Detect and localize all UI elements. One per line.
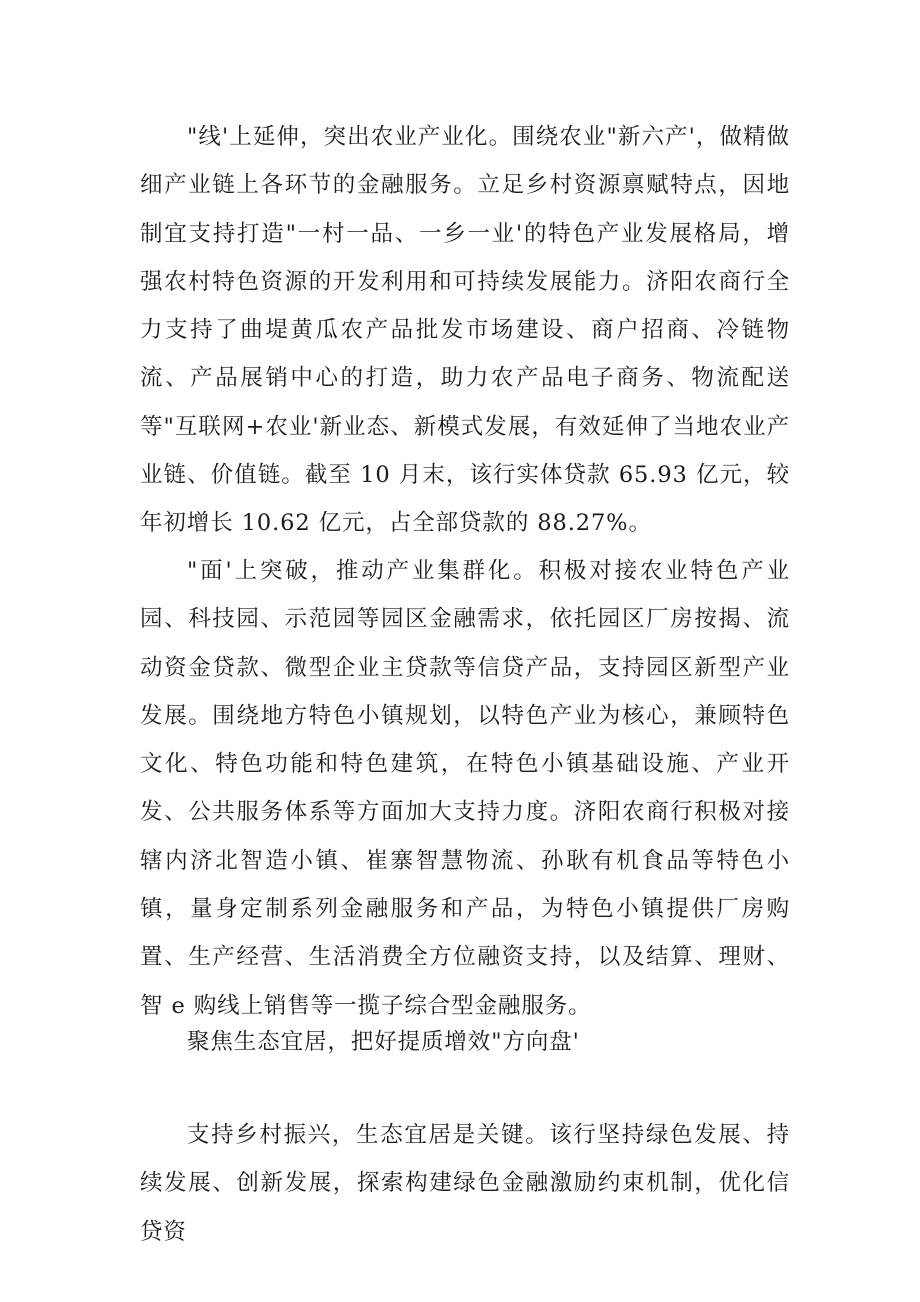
paragraph-surface-breakthrough: "面'上突破，推动产业集群化。积极对接农业特色产业园、科技园、示范园等园区金融需求，依托园区厂房按揭、流动资金贷款、微型企业主贷款等信贷产品，支持园区新型产业发展。围绕地方特色小镇规划，以特色产业为核心，兼顾特色文化、特色功能和特色建筑，在特色小镇基础设施、产业开发、公共服务体系等方面加大支持力度。济阳农商行积极对接辖内济北智造小镇、崔寨智慧物流、孙耿有机食品等特色小镇，量身定制系列金融服务和产品，为特色小镇提供厂房购置、生产经营、生活消费全方位融资支持，以及结算、理财、智 e 购线上销售等一揽子综合型金融服务。 [140,558,790,1019]
section-heading-ecological-livability: 聚焦生态宜居，把好提质增效"方向盘' [187,1029,580,1055]
paragraph-rural-revitalization: 支持乡村振兴，生态宜居是关键。该行坚持绿色发展、持续发展、创新发展，探索构建绿色金融激励约束机制，优化信贷资 [140,1122,790,1245]
paragraph-line-extension: "线'上延伸，突出农业产业化。围绕农业"新六产'，做精做细产业链上各环节的金融服务。立足乡村资源禀赋特点，因地制宜支持打造"一村一品、一乡一业'的特色产业发展格局，增强农村特色资源的开发利用和可持续发展能力。济阳农商行全力支持了曲堤黄瓜农产品批发市场建设、商户招商、冷链物流、产品展销中心的打造，助力农产品电子商务、物流配送等"互联网+农业'新业态、新模式发展，有效延伸了当地农业产业链、价值链。截至 10 月末，该行实体贷款 65.93 亿元，较年初增长 10.62 亿元，占全部贷款的 88.27%。 [140,124,790,537]
